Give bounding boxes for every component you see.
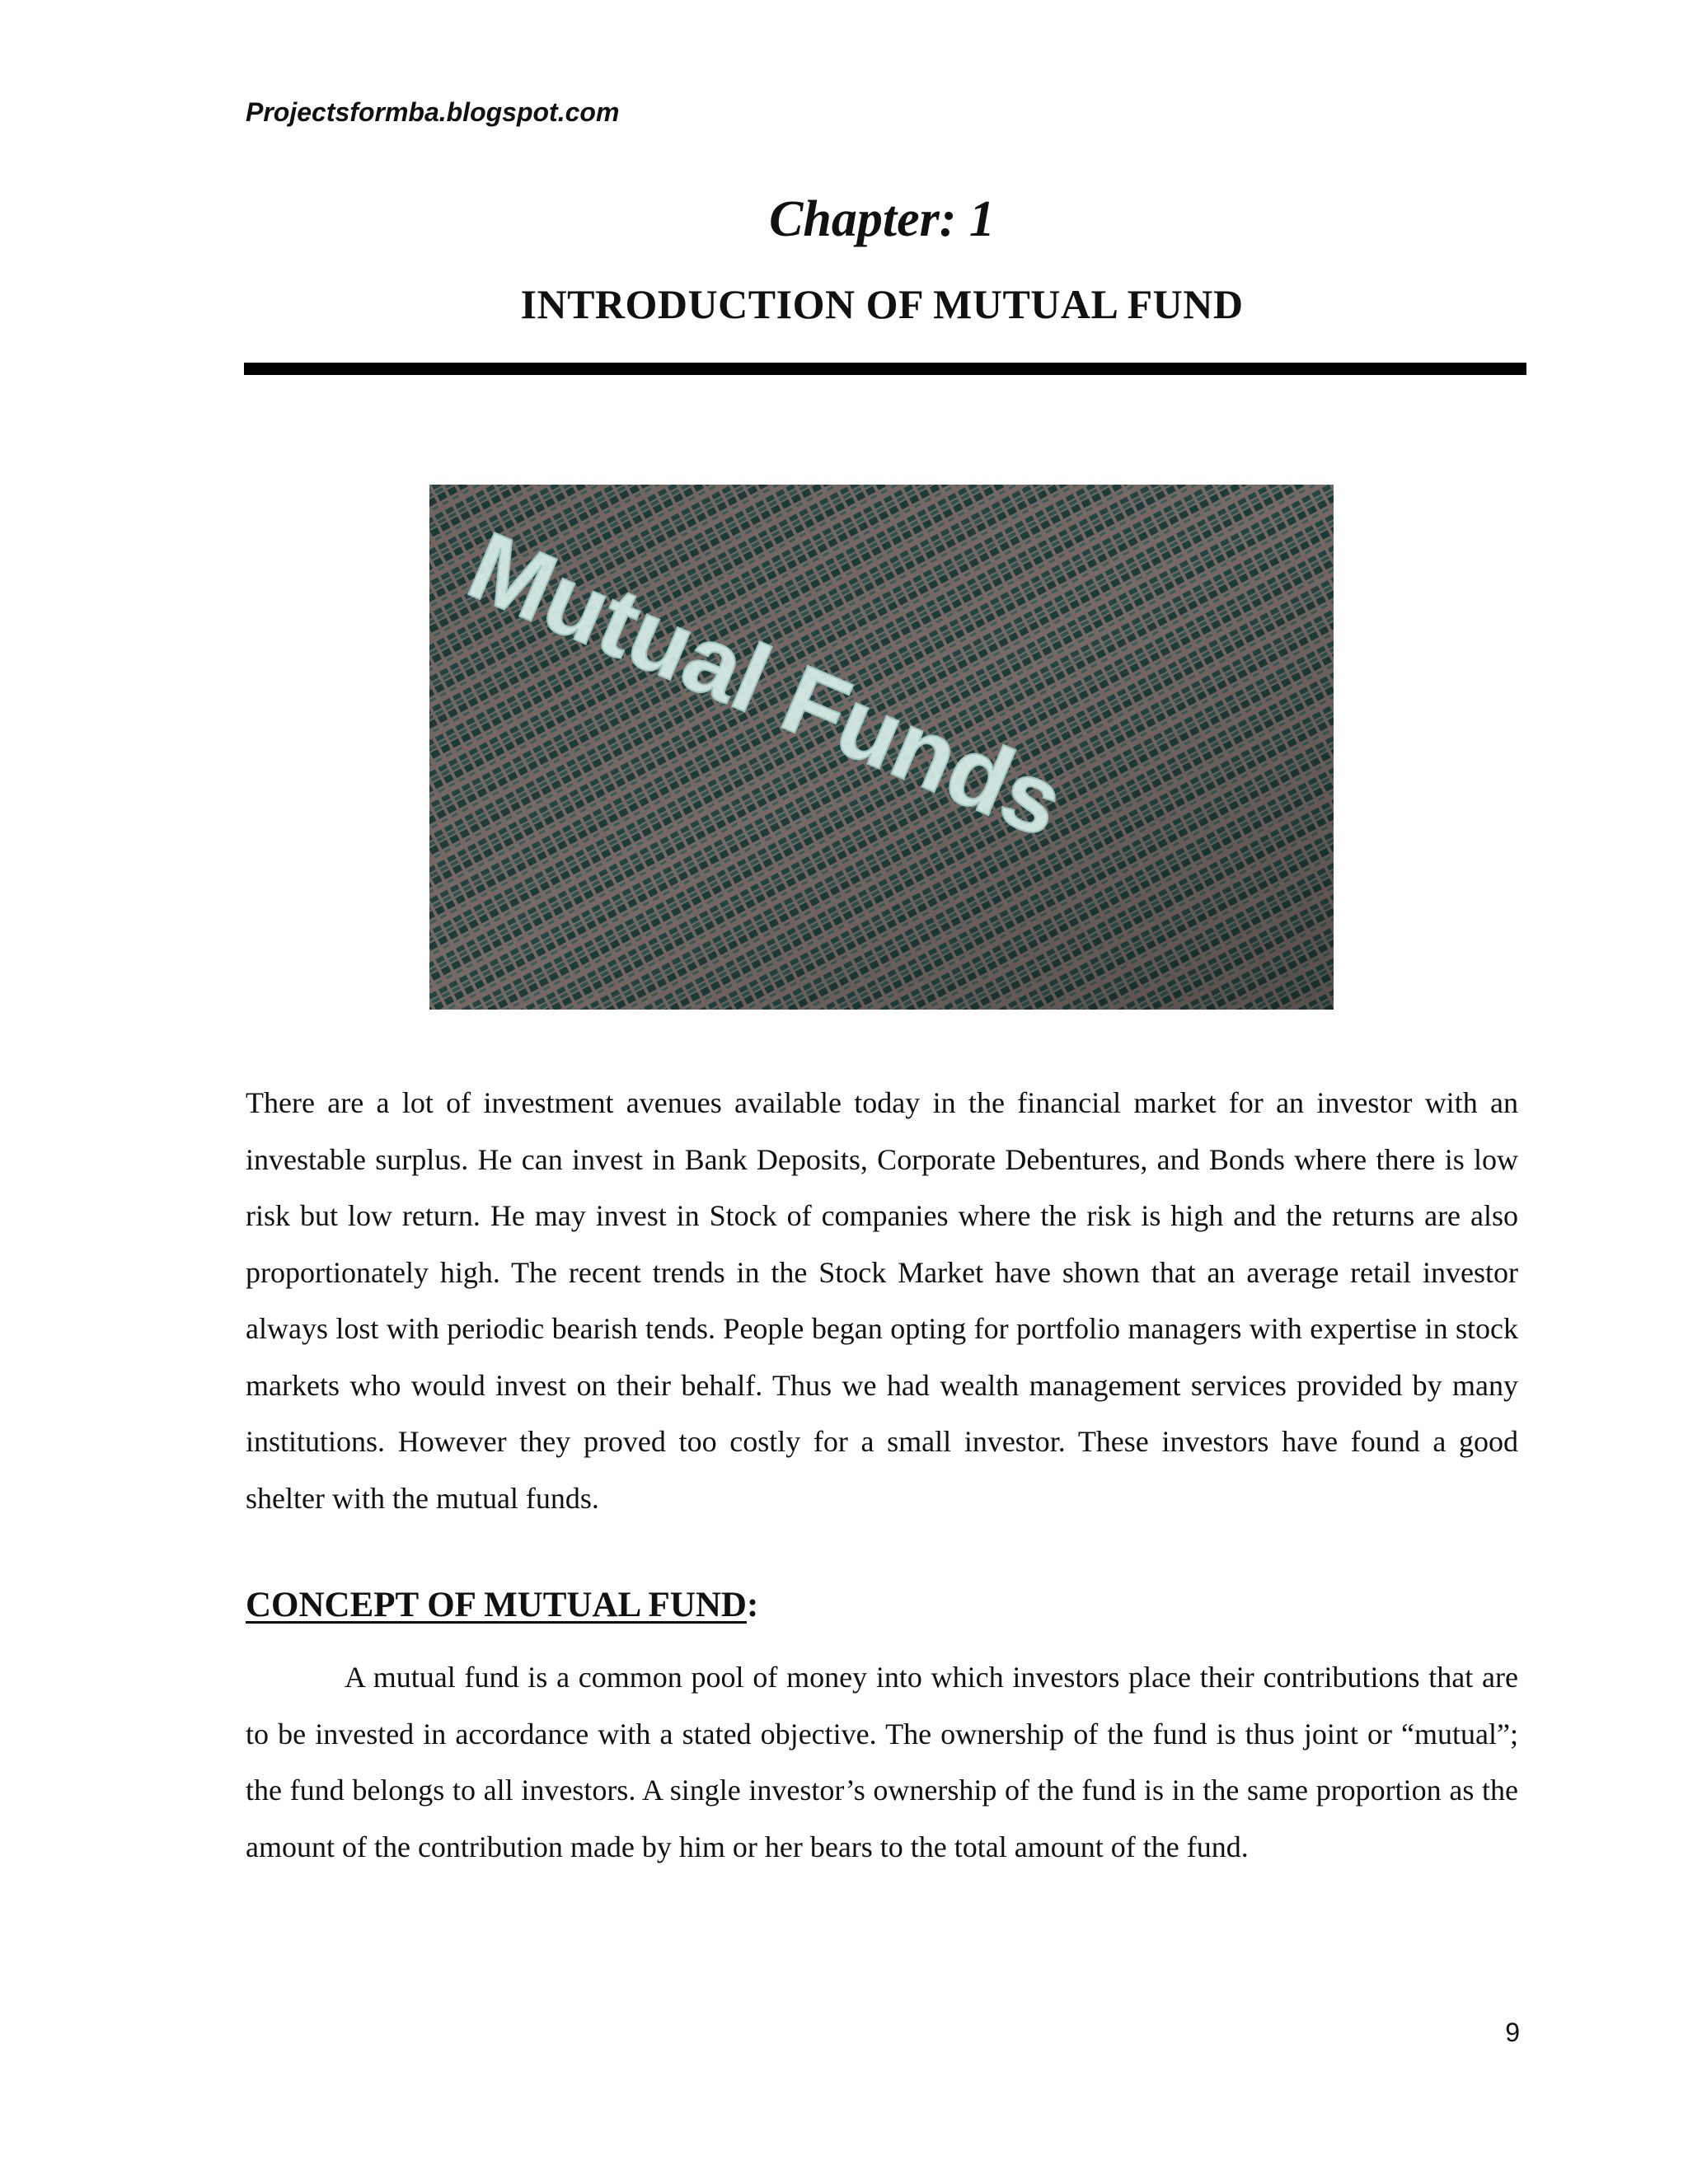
- title-divider: [244, 363, 1526, 375]
- mutual-funds-image: [429, 485, 1334, 1010]
- concept-heading: [246, 1584, 758, 1627]
- site-header: Projectsformba.blogspot.com: [246, 97, 620, 127]
- image-caption-text: Mutual Funds: [453, 511, 1079, 859]
- chapter-title: INTRODUCTION OF MUTUAL FUND: [520, 281, 1244, 327]
- concept-paragraph: A mutual fund is a common pool of money into which investors place their contributions that are to be invested in accordance with a stated objective. The ownership of the fund is thus joint or “mutual”; the fund belongs to all investors. A single investor’s ownership of the fund is in the same proportion as the amount of the contribution made by him or her bears to the total amount of the fund.: [246, 1661, 1518, 1863]
- intro-paragraph: There are a lot of investment avenues available today in the financial market for an investor with an investable surplus. He can invest in Bank Deposits, Corporate Debentures, and Bonds where there is low risk but low return. He may invest in Stock of companies where the risk is high and the returns are also proportionately high. The recent trends in the Stock Market have shown that an average retail investor always lost with periodic bearish tends. People began opting for portfolio managers with expertise in stock markets who would invest on their behalf. Thus we had wealth management services provided by many institutions. However they proved too costly for a small investor. These investors have found a good shelter with the mutual funds.: [246, 1086, 1518, 1515]
- concept-heading-text: CONCEPT OF MUTUAL FUND: [246, 1586, 747, 1624]
- concept-heading-colon: :: [746, 1586, 759, 1624]
- page-number: 9: [1505, 2018, 1520, 2047]
- chapter-label: Chapter: 1: [769, 191, 995, 247]
